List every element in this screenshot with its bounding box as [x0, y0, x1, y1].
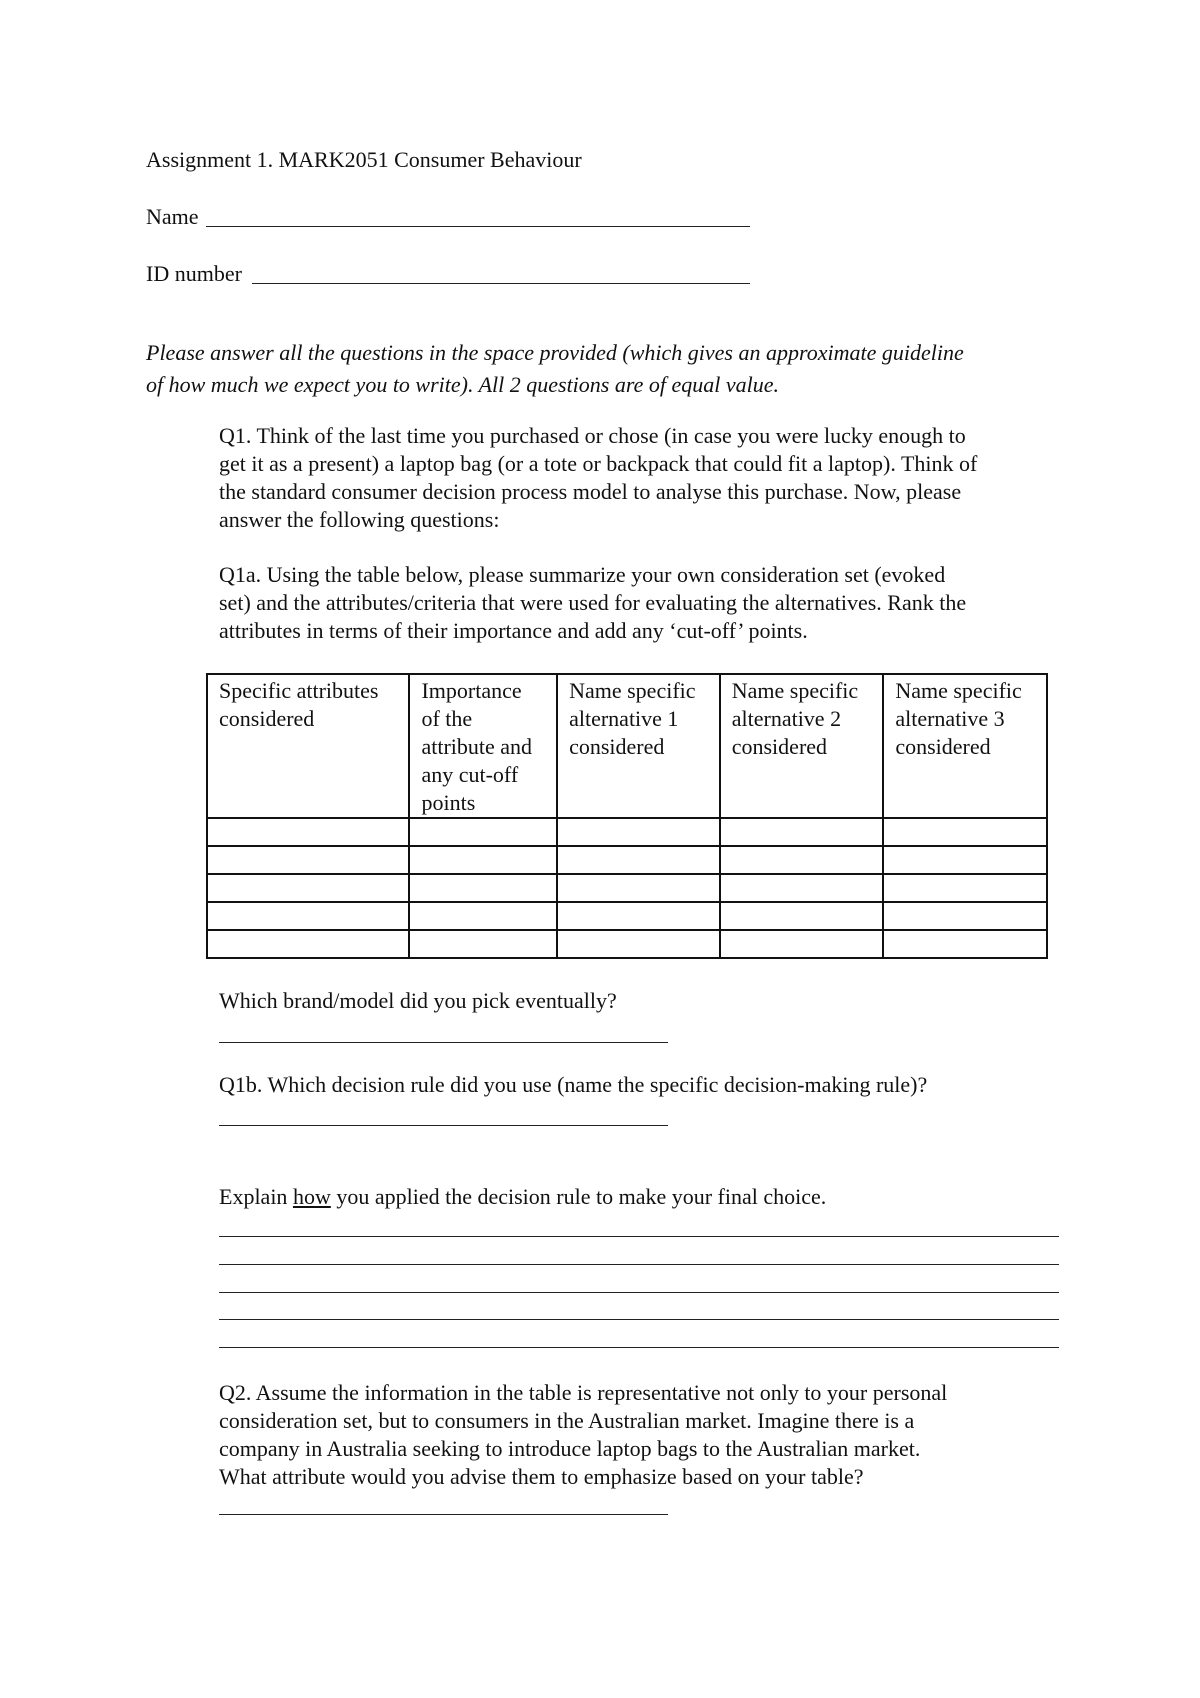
q2-line: company in Australia seeking to introduce laptop bags to the Australian market.	[219, 1436, 921, 1461]
table-cell[interactable]	[409, 846, 557, 874]
header-text: Specific attributes	[219, 678, 379, 703]
table-cell[interactable]	[557, 930, 720, 958]
table-cell[interactable]	[207, 902, 409, 930]
instructions-line: Please answer all the questions in the space provided (which gives an approximate guideline	[146, 340, 964, 365]
header-text: alternative 2	[731, 706, 842, 731]
header-text: alternative 3	[895, 706, 1005, 731]
header-text: considered	[219, 706, 315, 731]
q1a-line: set) and the attributes/criteria that were used for evaluating the alternatives. Rank the	[219, 590, 967, 615]
q1-line: the standard consumer decision process model to analyse this purchase. Now, please	[219, 479, 962, 504]
explain-answer-line[interactable]	[219, 1236, 1059, 1237]
header-text: of the	[421, 706, 473, 731]
table-row	[207, 874, 1047, 902]
instructions-paragraph	[146, 337, 964, 401]
table-cell[interactable]	[883, 930, 1047, 958]
table-cell[interactable]	[883, 846, 1047, 874]
header-specific-attributes	[207, 674, 409, 818]
name-field-line[interactable]	[206, 226, 750, 227]
instructions-line: of how much we expect you to write). All 2 questions are of equal value.	[146, 372, 779, 397]
table-cell[interactable]	[409, 874, 557, 902]
table-row	[207, 846, 1047, 874]
table-cell[interactable]	[720, 846, 884, 874]
id-number-label: ID number	[146, 261, 242, 286]
table-cell[interactable]	[409, 902, 557, 930]
table-cell[interactable]	[207, 874, 409, 902]
explain-answer-line[interactable]	[219, 1319, 1059, 1320]
id-number-field-line[interactable]	[252, 283, 750, 284]
header-importance	[409, 674, 557, 818]
q1a-paragraph	[219, 561, 966, 645]
q2-paragraph	[219, 1379, 947, 1491]
table-cell[interactable]	[557, 902, 720, 930]
consideration-set-table	[206, 673, 1048, 959]
header-alternative-2	[720, 674, 884, 818]
q1a-line: attributes in terms of their importance and add any ‘cut-off’ points.	[219, 618, 808, 643]
explain-answer-line[interactable]	[219, 1264, 1059, 1265]
table-cell[interactable]	[409, 930, 557, 958]
q1-line: answer the following questions:	[219, 507, 500, 532]
q2-line: Q2. Assume the information in the table is representative not only to your personal	[219, 1380, 948, 1405]
header-alternative-1	[557, 674, 720, 818]
header-text: alternative 1	[569, 706, 679, 731]
table-row	[207, 930, 1047, 958]
header-text: considered	[569, 734, 665, 759]
header-text: considered	[895, 734, 991, 759]
table-cell[interactable]	[207, 930, 409, 958]
table-cell[interactable]	[720, 874, 884, 902]
table-cell[interactable]	[557, 846, 720, 874]
q1-line: get it as a present) a laptop bag (or a tote or backpack that could fit a laptop). Think of	[219, 451, 978, 476]
table-cell[interactable]	[883, 818, 1047, 846]
header-text: Importance	[421, 678, 522, 703]
name-label: Name	[146, 204, 199, 229]
header-text: Name specific	[895, 678, 1022, 703]
table-cell[interactable]	[207, 818, 409, 846]
q1-paragraph	[219, 422, 977, 534]
q1b-question: Q1b. Which decision rule did you use (name the specific decision-making rule)?	[219, 1072, 928, 1097]
header-text: attribute and	[421, 734, 533, 759]
which-brand-answer-line[interactable]	[219, 1042, 668, 1043]
explain-text: Explain	[219, 1184, 293, 1209]
table-cell[interactable]	[720, 902, 884, 930]
explain-question	[219, 1184, 826, 1210]
table-cell[interactable]	[557, 818, 720, 846]
table-row	[207, 902, 1047, 930]
q2-line: What attribute would you advise them to emphasize based on your table?	[219, 1464, 864, 1489]
which-brand-question: Which brand/model did you pick eventually?	[219, 988, 617, 1013]
explain-answer-line[interactable]	[219, 1347, 1059, 1348]
q1b-answer-line[interactable]	[219, 1125, 668, 1126]
table-cell[interactable]	[720, 930, 884, 958]
q2-line: consideration set, but to consumers in the Australian market. Imagine there is a	[219, 1408, 915, 1433]
table-row	[207, 818, 1047, 846]
explain-answer-line[interactable]	[219, 1292, 1059, 1293]
assignment-title: Assignment 1. MARK2051 Consumer Behaviour	[146, 147, 582, 172]
header-text: considered	[731, 734, 828, 759]
table-cell[interactable]	[883, 874, 1047, 902]
table-cell[interactable]	[883, 902, 1047, 930]
table-cell[interactable]	[409, 818, 557, 846]
q2-answer-line[interactable]	[219, 1514, 668, 1515]
explain-text: you applied the decision rule to make your final choice.	[330, 1184, 827, 1209]
explain-emphasis: how	[292, 1184, 331, 1209]
header-text: Name specific	[569, 678, 696, 703]
header-text: any cut-off	[421, 762, 519, 787]
q1a-line: Q1a. Using the table below, please summarize your own consideration set (evoked	[219, 562, 946, 587]
table-header-row	[207, 674, 1047, 818]
table-cell[interactable]	[557, 874, 720, 902]
header-alternative-3	[883, 674, 1047, 818]
header-text: points	[421, 790, 476, 815]
table-cell[interactable]	[207, 846, 409, 874]
header-text: Name specific	[731, 678, 859, 703]
table-cell[interactable]	[720, 818, 884, 846]
q1-line: Q1. Think of the last time you purchased or chose (in case you were lucky enough to	[219, 423, 966, 448]
